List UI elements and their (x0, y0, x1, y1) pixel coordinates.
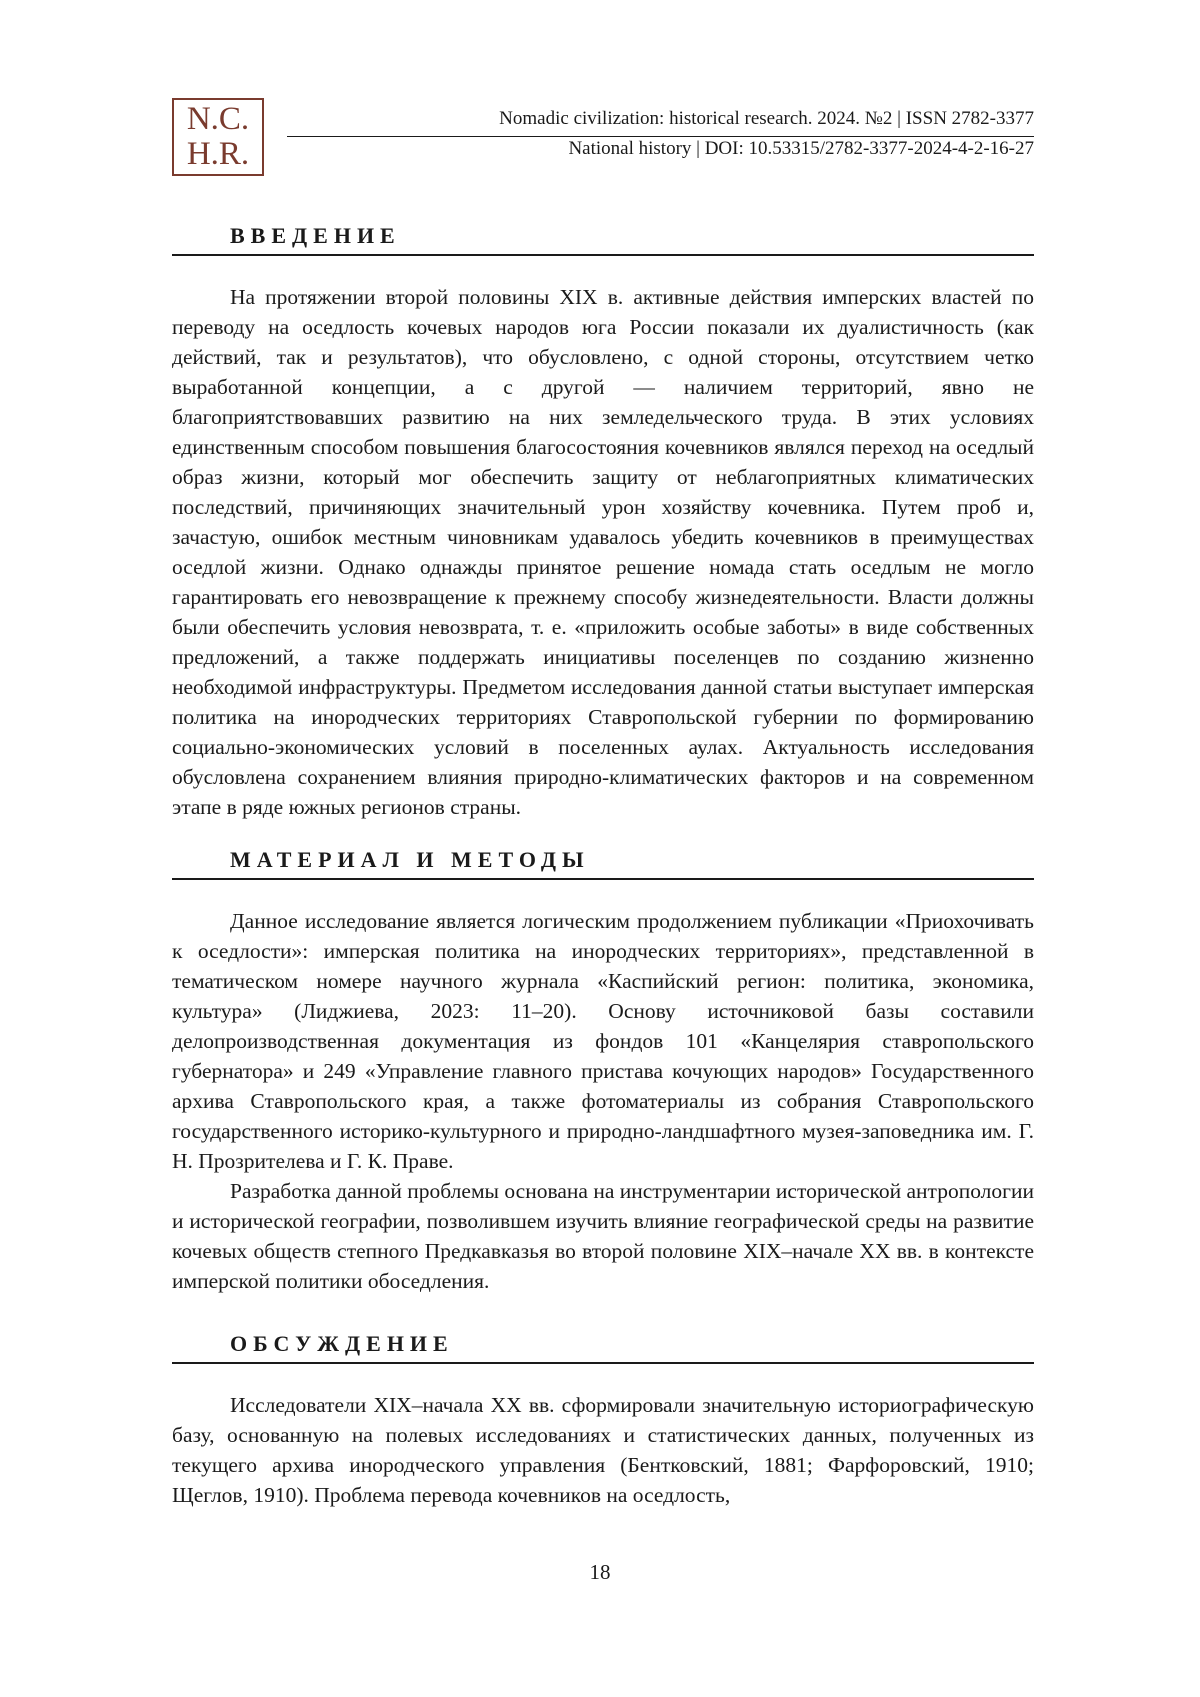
journal-logo (172, 98, 264, 176)
paragraph: Исследователи XIX–начала XX вв. сформировали значительную историографическую базу, основанную на полевых исследованиях и статистических данных, полученных из текущего архива инородческого управления (Бентковский, 1881; Фарфоровский, 1910; Щеглов, 1910). Проблема перевода кочевников на оседлость, (172, 1393, 1034, 1507)
logo-line-1: N.C. (186, 101, 250, 137)
logo-line-2: H.R. (186, 136, 250, 172)
paragraph: Разработка данной проблемы основана на инструментарии исторической антропологии и исторической географии, позволившем изучить влияние географической среды на развитие кочевых обществ степного Предкавказья во второй половине XIX–начале XX вв. в контексте имперской политики обоседления. (172, 1179, 1034, 1293)
section-introduction (172, 222, 1034, 822)
doi-info: National history | DOI: 10.53315/2782-3377-2024-4-2-16-27 (568, 138, 1034, 159)
page-number: 18 (589, 1560, 611, 1584)
section-heading-discussion: ОБСУЖДЕНИЕ (172, 1330, 1034, 1364)
journal-info: Nomadic civilization: historical research. 2024. №2 | ISSN 2782-3377 (499, 108, 1034, 129)
section-discussion (172, 1330, 1034, 1510)
paragraph: Данное исследование является логическим продолжением публикации «Приохочивать к оседлости»: имперская политика на инородческих территориях», представленной в тематическом номере научного журнала «Каспийский регион: политика, экономика, культура» (Лиджиева, 2023: 11–20). Основу источниковой базы составили делопроизводственная документация из фондов 101 «Канцелярия ставропольского губернатора» и 249 «Управление главного пристава кочующих народов» Государственного архива Ставропольского края, а также фотоматериалы из собрания Ставропольского государственного историко-культурного и природно-ландшафтного музея-заповедника им. Г. Н. Прозрителева и Г. К. Праве. (172, 909, 1034, 1173)
section-heading-introduction: ВВЕДЕНИЕ (172, 222, 1034, 256)
article-body (172, 222, 1034, 1510)
section-methods (172, 846, 1034, 1296)
section-heading-methods: МАТЕРИАЛ И МЕТОДЫ (172, 846, 1034, 880)
paragraph: На протяжении второй половины XIX в. активные действия имперских властей по переводу на оседлость кочевых народов юга России показали их дуалистичность (как действий, так и результатов), что обусловлено, с одной стороны, отсутствием четко выработанной концепции, а с другой — наличием территорий, явно не благоприятствовавших развитию на них земледельческого труда. В этих условиях единственным способом повышения благосостояния кочевников являлся переход на оседлый образ жизни, который мог обеспечить защиту от неблагоприятных климатических последствий, причиняющих значительный урон хозяйству кочевника. Путем проб и, зачастую, ошибок местным чиновникам удавалось убедить кочевников в преимуществах оседлой жизни. Однако однажды принятое решение номада стать оседлым не могло гарантировать его невозвращение к прежнему способу жизнедеятельности. Власти должны были обеспечить условия невозврата, т. е. «приложить особые заботы» в виде собственных предложений, а также поддержать инициативы поселенцев по созданию жизненно необходимой инфраструктуры. Предметом исследования данной статьи выступает имперская политика на инородческих территориях Ставропольской губернии по формированию социально-экономических условий в поселенных аулах. Актуальность исследования обусловлена сохранением влияния природно-климатических факторов и на современном этапе в ряде южных регионов страны. (172, 285, 1034, 819)
header-divider (287, 136, 1034, 137)
